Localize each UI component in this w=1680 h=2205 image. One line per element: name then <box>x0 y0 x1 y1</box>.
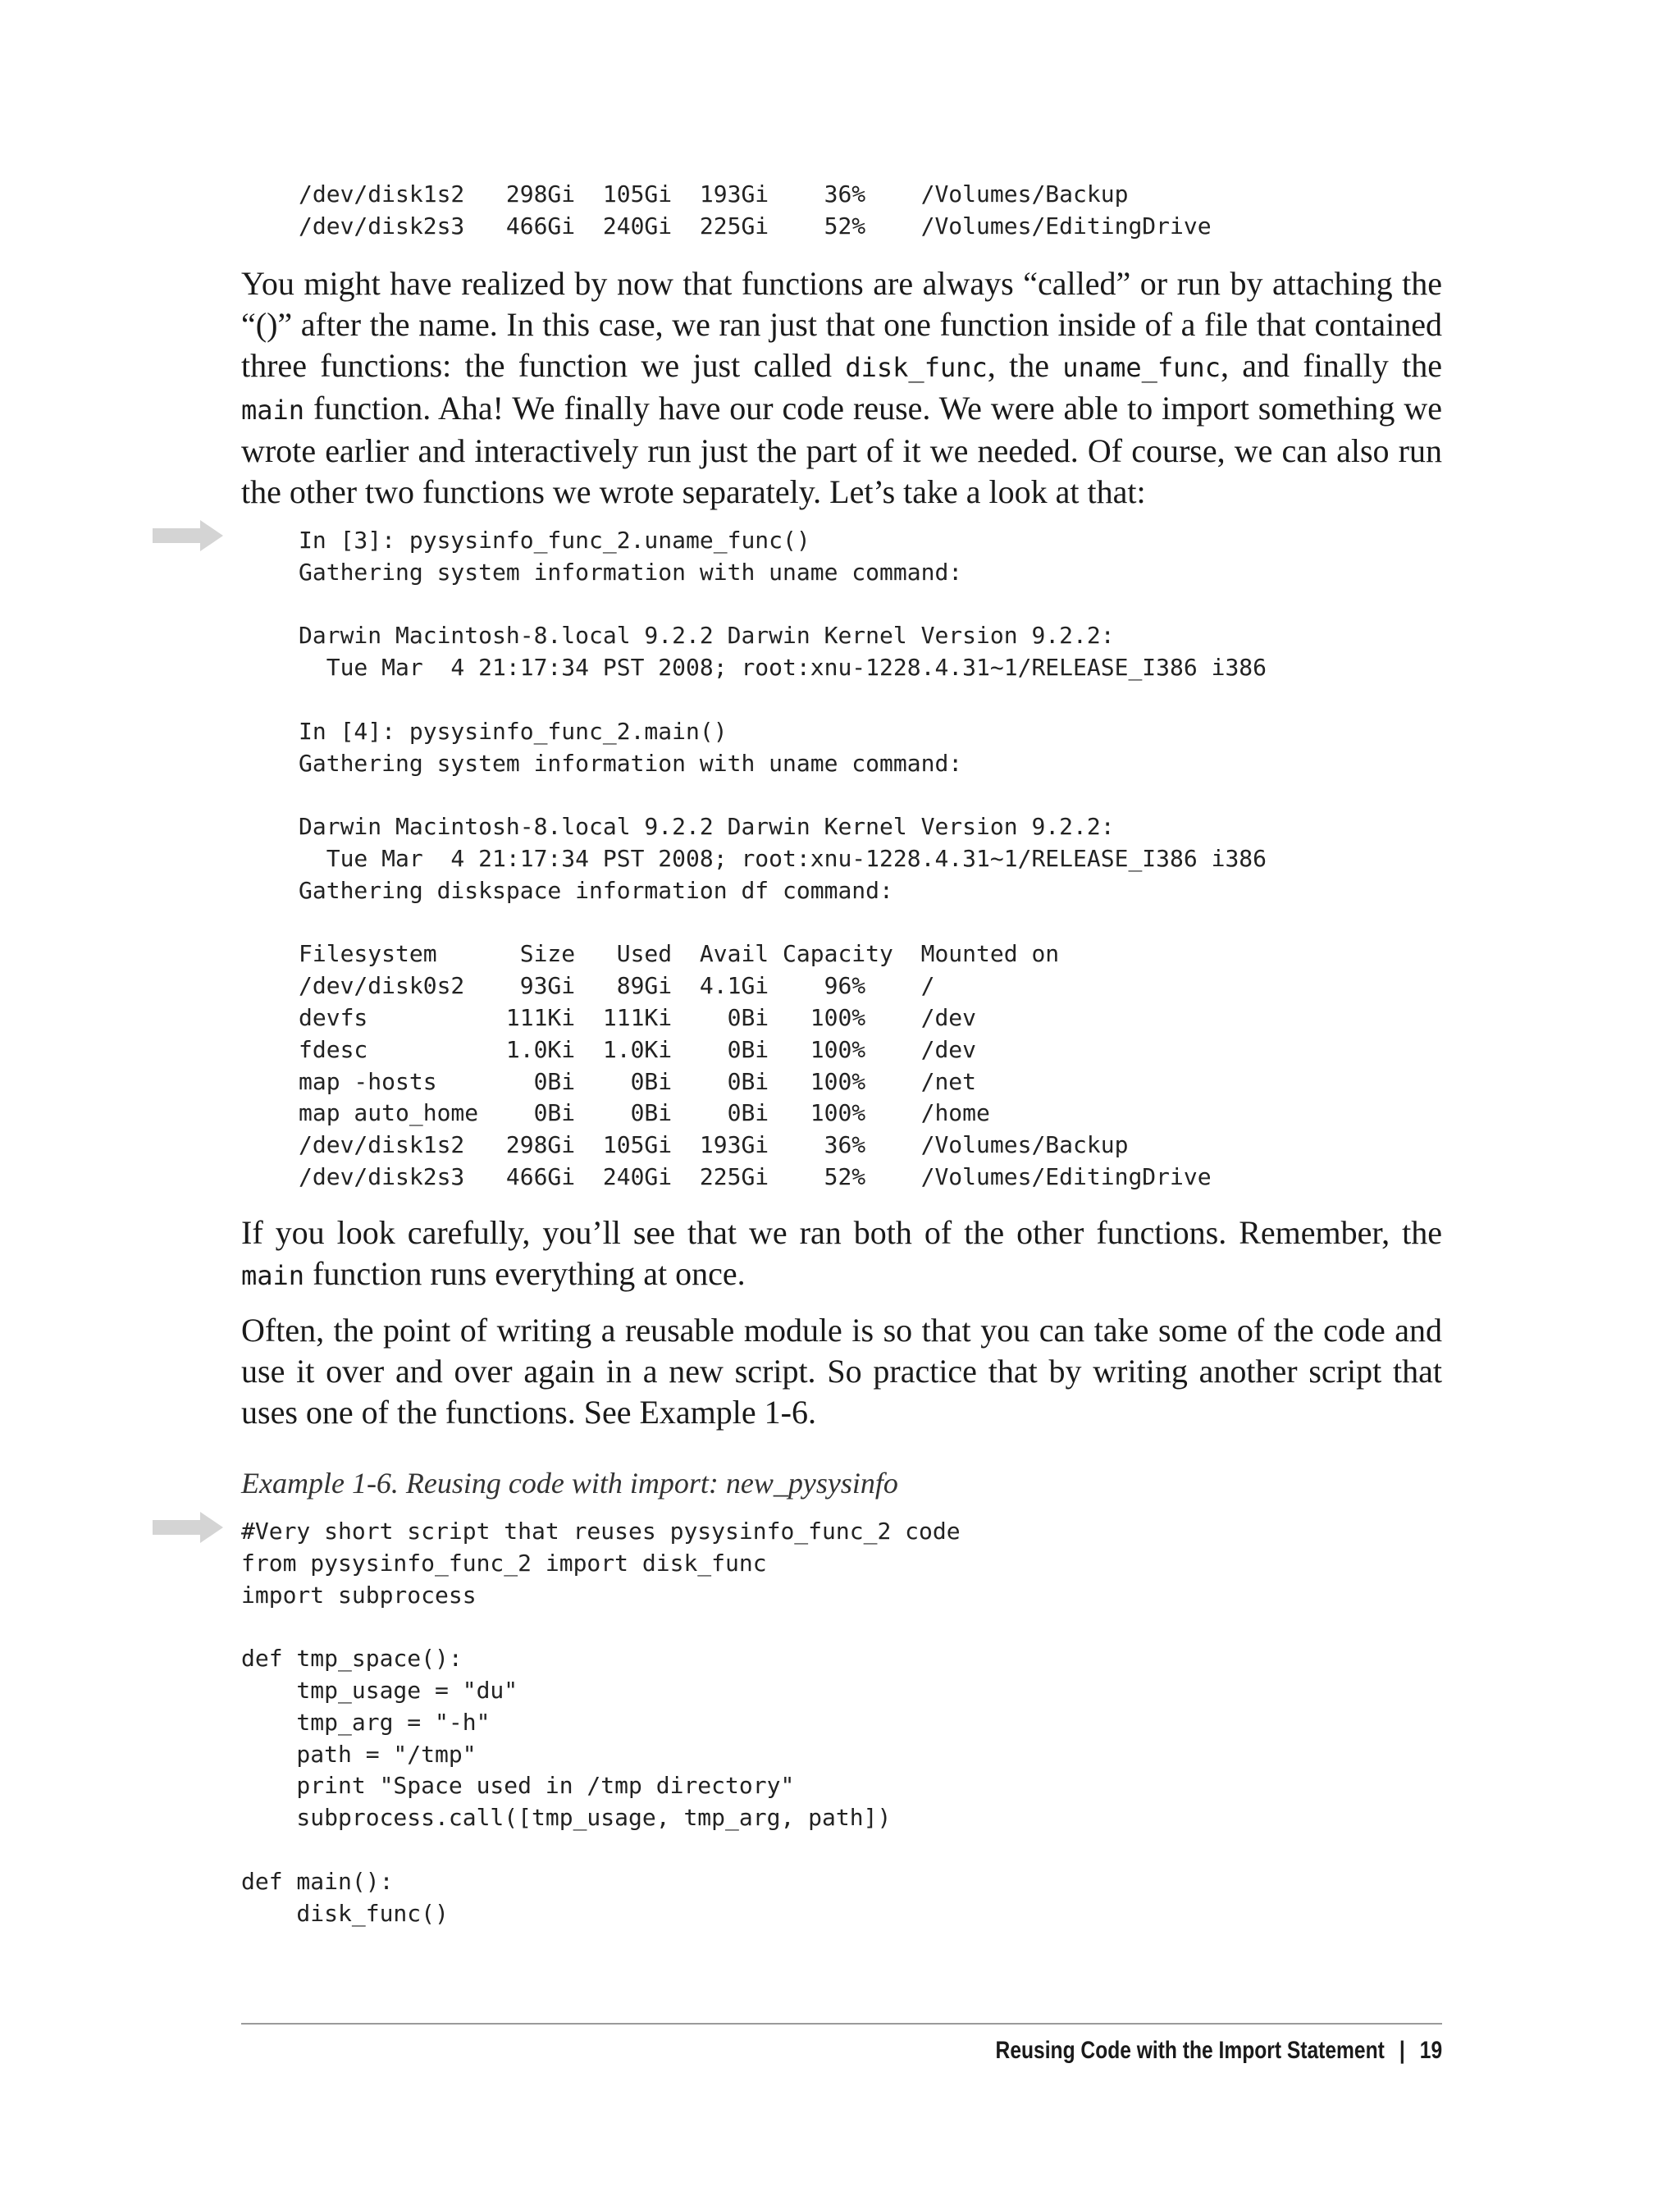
code-block-ipython-session: In [3]: pysysinfo_func_2.uname_func() Gathering system information with uname command: Darwin Macintosh-8.local 9.2.2 Darwin Kernel Version 9.2.2: Tue Mar 4 21:17:34 PST 2008; root:xnu-1228.4.31~1/RELEASE_I386 i386 In [4]: pysysinfo_func_2.main() Gathering system information with uname command: Darwin Macintosh-8.local 9.2.2 Darwin Kernel Version 9.2.2: Tue Mar 4 21:17:34 PST 2008; root:xnu-1228.4.31~1/RELEASE_I386 i386 Gathering diskspace information df command: Filesystem Size Used Avail Capacity Mounted on /dev/disk0s2 93Gi 89Gi 4.1Gi 96% / devfs 111Ki 111Ki 0Bi 100% /dev fdesc 1.0Ki 1.0Ki 0Bi 100% /dev map -hosts 0Bi 0Bi 0Bi 100% /net map auto_home 0Bi 0Bi 0Bi 100% /home /dev/disk1s2 298Gi 105Gi 193Gi 36% /Volumes/Backup /dev/disk2s3 466Gi 240Gi 225Gi 52% /Volumes/EditingDrive <box>299 527 1267 1190</box>
paragraph-reusable-module: Often, the point of writing a reusable module is so that you can take some of the code and use it over and over again in a new script. So practice that by writing another script that uses one of the functions. See Example 1-6. <box>241 1312 1442 1431</box>
code-block-df-continuation: /dev/disk1s2 298Gi 105Gi 193Gi 36% /Volumes/Backup /dev/disk2s3 466Gi 240Gi 225Gi 52% /Volumes/EditingDrive <box>299 180 1212 240</box>
paragraph-look-carefully <box>241 1212 1442 1296</box>
page-footer <box>995 2034 1442 2067</box>
paragraph-text: If you look carefully, you’ll see that we ran both of the other functions. Remember, the <box>241 1214 1442 1251</box>
paragraph-text: , and finally the <box>1220 347 1442 384</box>
code-block-new-pysysinfo: #Very short script that reuses pysysinfo_func_2 code from pysysinfo_func_2 import disk_func import subprocess def tmp_space(): tmp_usage = "du" tmp_arg = "-h" path = "/tmp" print "Space used in /tmp directory" subprocess.call([tmp_usage, tmp_arg, path]) def main(): disk_func() <box>241 1518 961 1927</box>
paragraph-text: You might have realized by now that functions are always “called” or run by attaching the “()” after the name. In this case, we ran just that one function inside of a file that contained three functions: the function we just called <box>241 265 1442 384</box>
paragraph-functions-called <box>241 263 1442 513</box>
inline-code-main: main <box>241 395 305 426</box>
footer-section-title: Reusing Code with the Import Statement <box>995 2037 1385 2064</box>
footer-rule <box>241 2023 1442 2025</box>
inline-code-disk-func: disk_func <box>845 352 988 383</box>
inline-code-main: main <box>241 1260 305 1291</box>
margin-arrow-icon <box>153 1512 223 1543</box>
inline-code-uname-func: uname_func <box>1062 352 1221 383</box>
paragraph-text: , the <box>987 347 1063 384</box>
footer-separator: | <box>1399 2037 1405 2064</box>
page-number: 19 <box>1419 2037 1442 2064</box>
example-caption: Example 1-6. Reusing code with import: new_pysysinfo <box>241 1467 898 1500</box>
margin-arrow-icon <box>153 520 223 551</box>
paragraph-text: function runs everything at once. <box>304 1255 746 1292</box>
paragraph-text: function. Aha! We finally have our code reuse. We were able to import something we wrote earlier and interactively run just the part of it we needed. Of course, we can also run the other two functions we wrote separately. Let’s take a look at that: <box>241 390 1442 510</box>
